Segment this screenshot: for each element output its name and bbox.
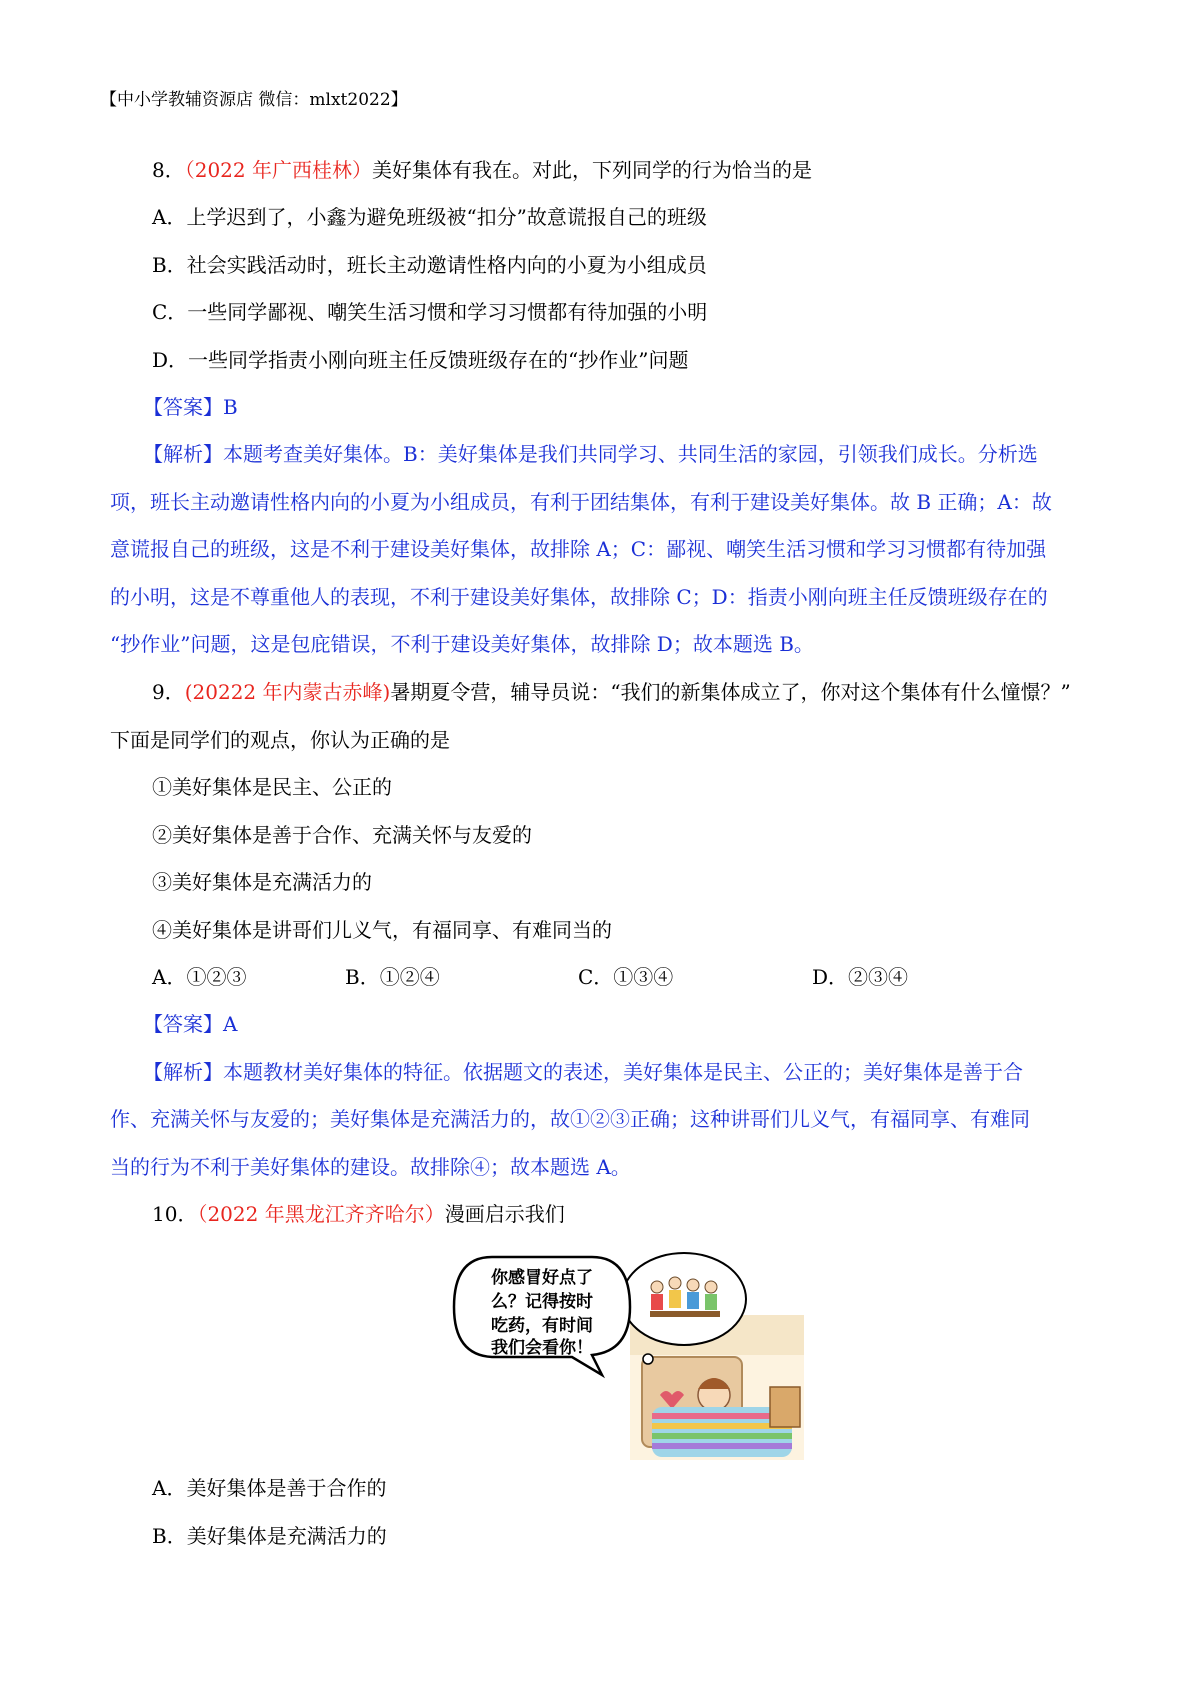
thought-bubble-dot: [643, 1354, 653, 1364]
q8-answer: 【答案】B: [143, 395, 238, 419]
question-source: （2022 年黑龙江齐齐哈尔）: [197, 1202, 445, 1226]
q8-analysis-line-5: “抄作业”问题，这是包庇错误，不利于建设美好集体，故排除 D；故本题选 B。: [110, 632, 814, 656]
question-9-stem-cont: 下面是同学们的观点，你认为正确的是: [110, 728, 450, 752]
question-number: 10．: [152, 1202, 198, 1226]
q8-analysis-line-3: 意谎报自己的班级，这是不利于建设美好集体，故排除 A；C：鄙视、嘲笑生活习惯和学习习惯都有待加强: [110, 537, 1047, 561]
page-header: 【中小学教辅资源店 微信：mlxt2022】: [100, 90, 408, 110]
q9-statement-1: ①美好集体是民主、公正的: [152, 775, 392, 799]
speech-line-1: 你感冒好点了: [491, 1268, 593, 1288]
q8-option-c: C．一些同学鄙视、嘲笑生活习惯和学习习惯都有待加强的小明: [152, 300, 708, 324]
q9-choice-c: C．①③④: [578, 965, 674, 989]
q9-statement-2: ②美好集体是善于合作、充满关怀与友爱的: [152, 823, 532, 847]
question-text: 美好集体有我在。对此，下列同学的行为恰当的是: [372, 158, 812, 182]
q9-analysis-line-1: 【解析】本题教材美好集体的特征。依据题文的表述，美好集体是民主、公正的；美好集体是善于合: [143, 1060, 1023, 1084]
q9-answer: 【答案】A: [143, 1012, 238, 1036]
question-source: （2022 年广西桂林）: [184, 158, 372, 182]
q9-choice-a: A．①②③: [152, 965, 247, 989]
q8-analysis-line-1: 【解析】本题考查美好集体。B：美好集体是我们共同学习、共同生活的家园，引领我们成长。分析选: [143, 442, 1038, 466]
speech-line-4: 我们会看你！: [491, 1338, 593, 1358]
question-source: (20222 年内蒙古赤峰): [184, 680, 391, 704]
q9-choice-b: B．①②④: [345, 965, 440, 989]
q8-option-b: B．社会实践活动时，班长主动邀请性格内向的小夏为小组成员: [152, 253, 707, 277]
q9-analysis-line-3: 当的行为不利于美好集体的建设。故排除④；故本题选 A。: [110, 1155, 631, 1179]
q9-analysis-line-2: 作、充满关怀与友爱的；美好集体是充满活力的，故①②③正确；这种讲哥们儿义气，有福同享、有难同: [110, 1107, 1030, 1131]
q8-analysis-line-4: 的小明，这是不尊重他人的表现，不利于建设美好集体，故排除 C；D：指责小刚向班主任反馈班级存在的: [110, 585, 1048, 609]
question-number: 9．: [152, 680, 185, 704]
q9-choice-d: D．②③④: [812, 965, 909, 989]
thought-bubble: [622, 1253, 746, 1345]
question-9-stem: [152, 678, 1071, 706]
bedside-table: [770, 1387, 800, 1427]
q9-statement-3: ③美好集体是充满活力的: [152, 870, 372, 894]
q10-option-a: A．美好集体是善于合作的: [152, 1476, 387, 1500]
question-text: 漫画启示我们: [444, 1202, 565, 1226]
question-text: 暑期夏令营，辅导员说：“我们的新集体成立了，你对这个集体有什么憧憬？”: [390, 680, 1071, 704]
question-10-stem: [152, 1200, 565, 1228]
q8-analysis-line-2: 项，班长主动邀请性格内向的小夏为小组成员，有利于团结集体，有利于建设美好集体。故 B 正确；A：故: [110, 490, 1052, 514]
q10-option-b: B．美好集体是充满活力的: [152, 1524, 387, 1548]
question-number: 8．: [152, 158, 185, 182]
cartoon-illustration: [452, 1247, 804, 1460]
question-8-stem: [152, 156, 812, 184]
speech-line-3: 吃药，有时间: [491, 1316, 593, 1336]
q8-option-d: D．一些同学指责小刚向班主任反馈班级存在的“抄作业”问题: [152, 348, 689, 372]
q9-statement-4: ④美好集体是讲哥们儿义气，有福同享、有难同当的: [152, 918, 612, 942]
q8-option-a: A．上学迟到了，小鑫为避免班级被“扣分”故意谎报自己的班级: [152, 205, 707, 229]
speech-line-2: 么？记得按时: [491, 1292, 593, 1312]
